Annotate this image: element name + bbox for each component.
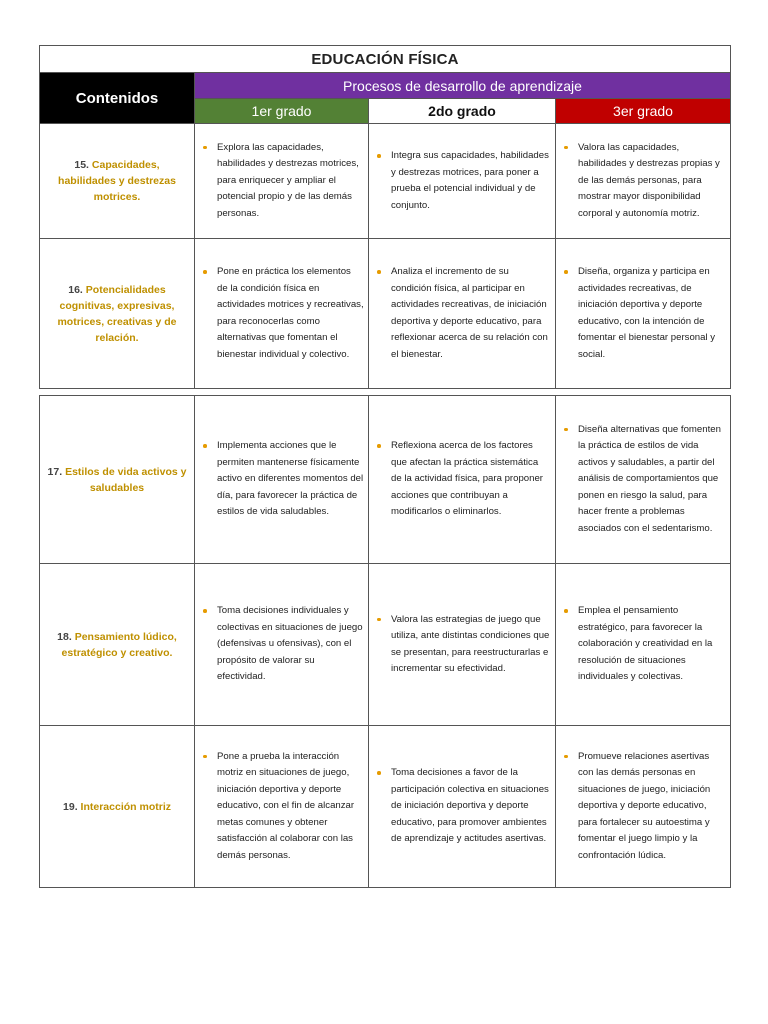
- list-item: Explora las capacidades, habilidades y destrezas motrices, para enriquecer y ampliar el potencial propio y de las demás personas.: [217, 140, 364, 223]
- page-title: EDUCACIÓN FÍSICA: [40, 46, 731, 73]
- content-name: Potencialidades cognitivas, expresivas, motrices, creativas y de relación.: [57, 283, 177, 344]
- content-cell: [40, 726, 195, 888]
- procesos-header: Procesos de desarrollo de aprendizaje: [195, 73, 731, 99]
- curriculum-table-part-2: [39, 395, 731, 888]
- list-item: Diseña alternativas que fomenten la práctica de estilos de vida activos y saludables, a partir del análisis de comportamientos que ponen en riesgo la salud, para hacer frente a problemas asociados con el sedentarismo.: [578, 422, 726, 538]
- grade-2-cell: [369, 396, 556, 564]
- table-row: [40, 726, 731, 888]
- table-row: [40, 239, 731, 389]
- grade-1-cell: [195, 564, 369, 726]
- content-number: 17.: [47, 465, 63, 478]
- content-cell: [40, 239, 195, 389]
- content-number: 19.: [63, 800, 78, 813]
- content-cell: [40, 396, 195, 564]
- grade-3-cell: [556, 726, 731, 888]
- list-item: Pone a prueba la interacción motriz en situaciones de juego, iniciación deportiva y deporte educativo, con el fin de alcanzar metas comunes y obtener satisfacción al colaborar con las demás personas.: [217, 749, 364, 865]
- list-item: Analiza el incremento de su condición física, al participar en actividades recreativas, de iniciación deportiva y deporte educativo, para reflexionar acerca de su relación con el bienestar.: [391, 264, 551, 363]
- grade-3-header: 3er grado: [556, 99, 731, 124]
- table-row: [40, 396, 731, 564]
- grade-1-cell: [195, 124, 369, 239]
- list-item: Reflexiona acerca de los factores que afectan la práctica sistemática de la actividad física, para proponer acciones que contribuyan a modificarlos o eliminarlos.: [391, 438, 551, 521]
- grade-1-cell: [195, 396, 369, 564]
- content-number: 16.: [68, 283, 83, 296]
- table-row: [40, 124, 731, 239]
- content-number: 18.: [57, 630, 72, 643]
- list-item: Pone en práctica los elementos de la condición física en actividades motrices y recreativas, para reconocerlas como alternativas que fomentan el bienestar individual y colectivo.: [217, 264, 364, 363]
- curriculum-table-part-1: [39, 45, 731, 389]
- list-item: Integra sus capacidades, habilidades y destrezas motrices, para poner a prueba el potencial individual y de conjunto.: [391, 148, 551, 214]
- list-item: Valora las capacidades, habilidades y destrezas propias y de las demás personas, para mostrar mayor disponibilidad corporal y autonomía motriz.: [578, 140, 726, 223]
- list-item: Promueve relaciones asertivas con las demás personas en situaciones de juego, iniciación deportiva y deporte educativo, para fortalecer su autoestima y fomentar el juego limpio y la confrontación lúdica.: [578, 749, 726, 865]
- grade-2-cell: [369, 124, 556, 239]
- list-item: Toma decisiones individuales y colectivas en situaciones de juego (defensivas u ofensivas), con el propósito de valorar su efectividad.: [217, 603, 364, 686]
- content-name: Interacción motriz: [80, 800, 171, 813]
- content-name: Pensamiento lúdico, estratégico y creativo.: [61, 630, 177, 659]
- list-item: Emplea el pensamiento estratégico, para favorecer la colaboración y creatividad en la resolución de situaciones individuales y colectivas.: [578, 603, 726, 686]
- grade-3-cell: [556, 396, 731, 564]
- grade-1-header: 1er grado: [195, 99, 369, 124]
- list-item: Toma decisiones a favor de la participación colectiva en situaciones de iniciación deportiva y deporte educativo, para promover ambientes de aprendizaje y actitudes asertivas.: [391, 765, 551, 848]
- grade-3-cell: [556, 239, 731, 389]
- grade-2-header: 2do grado: [369, 99, 556, 124]
- list-item: Implementa acciones que le permiten mantenerse físicamente activo en diferentes momentos del día, para favorecer la práctica de estilos de vida saludables.: [217, 438, 364, 521]
- content-name: Estilos de vida activos y saludables: [65, 465, 187, 494]
- content-cell: [40, 124, 195, 239]
- list-item: Diseña, organiza y participa en actividades recreativas, de iniciación deportiva y deporte educativo, con la intención de fomentar el bienestar personal y social.: [578, 264, 726, 363]
- content-number: 15.: [74, 159, 89, 171]
- table-row: [40, 564, 731, 726]
- content-cell: [40, 564, 195, 726]
- contenidos-header: Contenidos: [40, 73, 195, 124]
- content-name: Capacidades, habilidades y destrezas motrices.: [58, 159, 176, 203]
- grade-1-cell: [195, 239, 369, 389]
- grade-1-cell: [195, 726, 369, 888]
- grade-2-cell: [369, 564, 556, 726]
- grade-2-cell: [369, 726, 556, 888]
- grade-3-cell: [556, 564, 731, 726]
- curriculum-sheet: [39, 45, 730, 888]
- grade-3-cell: [556, 124, 731, 239]
- list-item: Valora las estrategias de juego que utiliza, ante distintas condiciones que se presentan, para reestructurarlas e incrementar su efectividad.: [391, 612, 551, 678]
- grade-2-cell: [369, 239, 556, 389]
